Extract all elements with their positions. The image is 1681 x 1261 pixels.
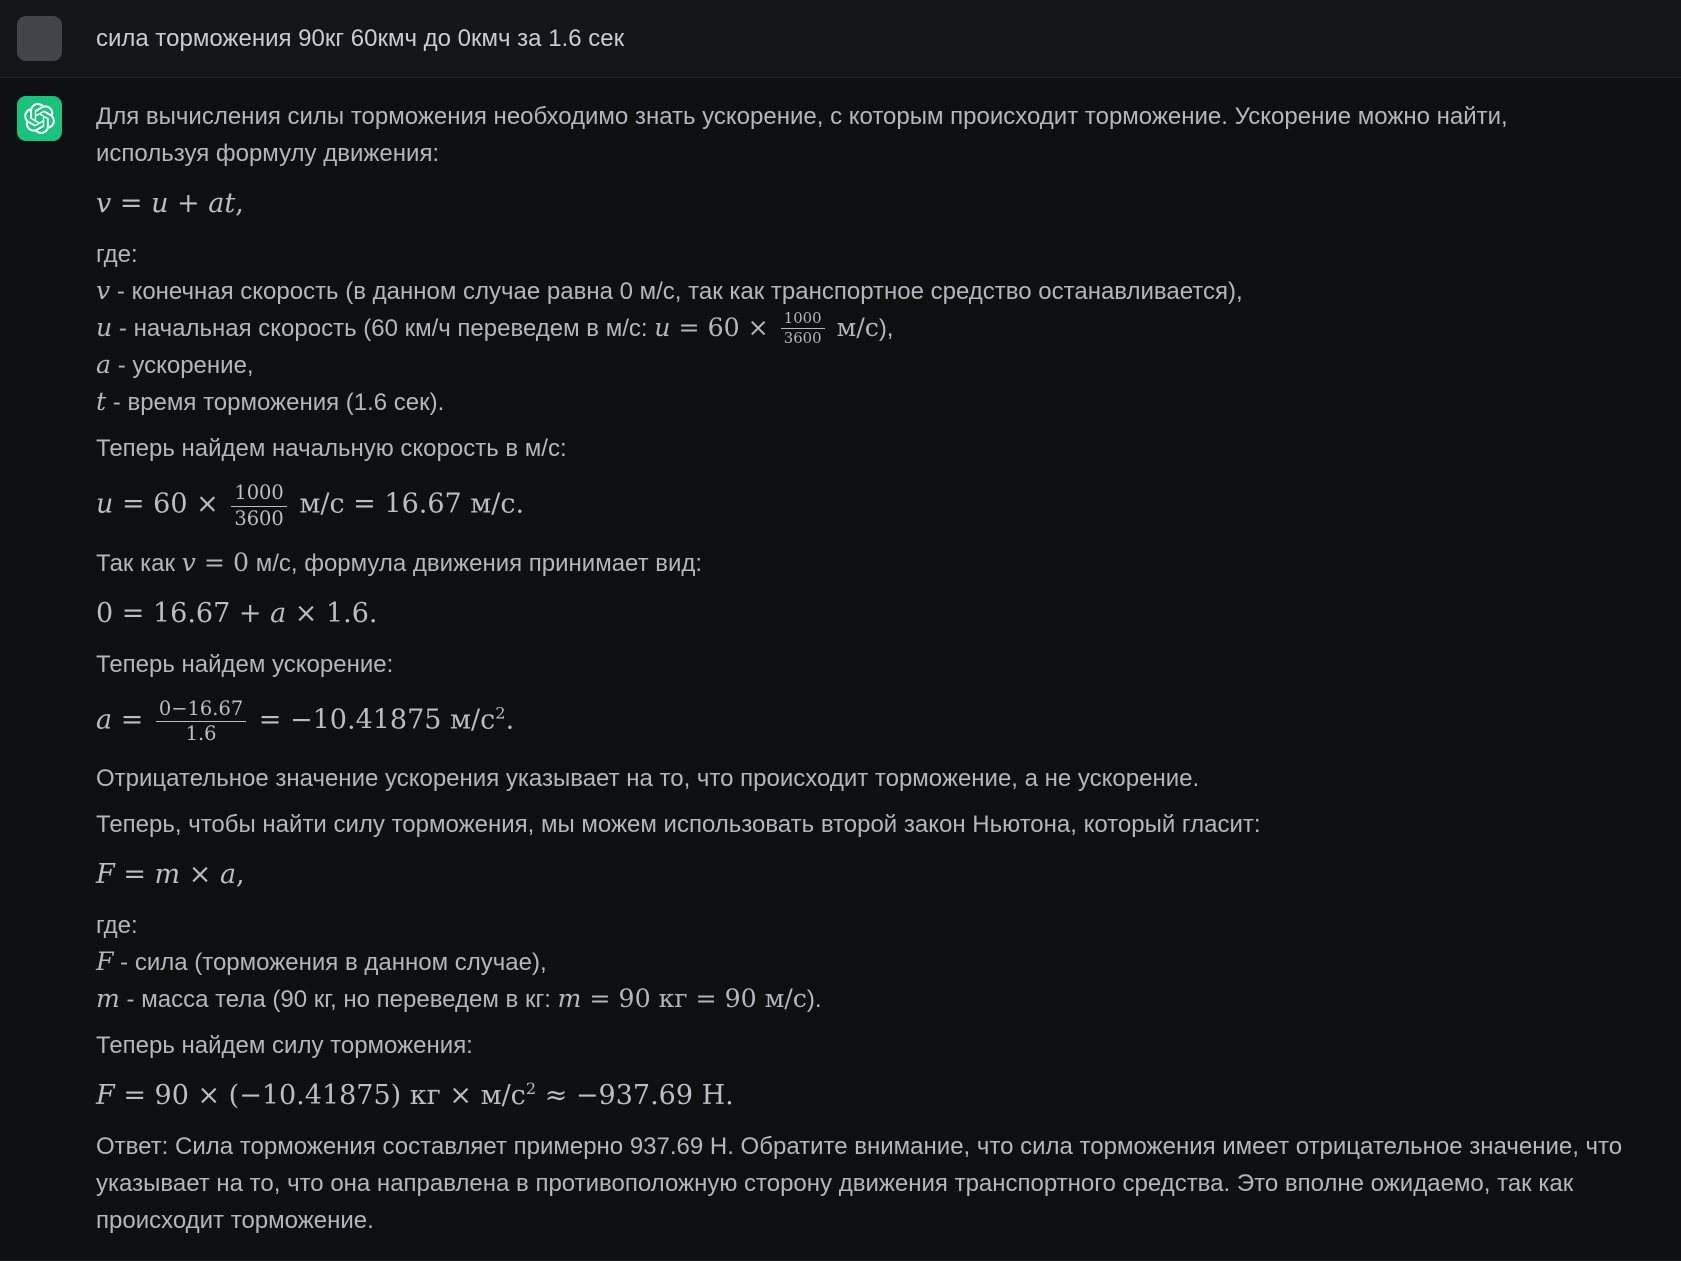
math-segment: . [505,704,515,736]
text-segment: Теперь найдем ускорение: [96,650,394,678]
math-segment: + [168,188,209,219]
math-segment: × [180,859,220,891]
math-variable: F [96,947,114,977]
text-segment: - масса тела (90 кг, но переведем в кг: [119,986,558,1014]
assistant-paragraph [96,98,1625,172]
openai-logo-icon [24,103,55,134]
math-formula [96,858,1625,892]
math-segment: × 1.6. [286,597,378,629]
text-segment: - время торможения (1.6 сек). [106,389,445,417]
math-variable: a [270,597,287,629]
math-segment: 0 = 16.67 + [96,597,271,629]
fraction-denominator: 3600 [234,506,284,530]
assistant-paragraph [96,907,1625,1018]
math-variable: a [96,350,112,380]
assistant-paragraph [96,760,1625,797]
math-variable: m [154,859,181,891]
math-segment: , [236,859,245,891]
math-segment: = −10.41875 м/с [250,704,496,736]
math-formula [96,1079,1625,1113]
math-variable: v [181,547,196,577]
text-segment: ). [806,986,822,1014]
math-variable: F [96,1080,115,1112]
text-segment: Теперь, чтобы найти силу торможения, мы можем использовать второй закон Ньютона, который гласит: [96,811,1261,839]
math-variable: a [219,859,237,891]
math-variable: v [96,188,112,219]
math-segment: , [235,188,244,219]
fraction-numerator: 0−16.67 [156,698,246,722]
text-segment: где: [96,912,138,940]
math-variable: u [654,312,671,342]
text-segment: Теперь найдем силу торможения: [96,1032,473,1060]
math-variable: u [96,312,113,342]
assistant-paragraph [96,1128,1625,1239]
math-superscript: 2 [525,1079,537,1099]
text-segment: - начальная скорость (60 км/ч переведем в м/с: [112,314,655,342]
math-segment: = [114,859,155,891]
math-formula [96,187,1625,221]
assistant-message-row [0,78,1681,1261]
math-segment: = 0 [195,547,250,577]
text-segment: Ответ: Сила торможения составляет примерно 937.69 Н. Обратите внимание, что сила торможения имеет отрицательное значение, что указывает на то, что она направлена в противоположную сторону движения транспортного средства. Это вполне ожидаемо, так как происходит торможение. [96,1132,1623,1234]
math-variable: at [208,188,236,219]
text-segment: - конечная скорость (в данном случае равна 0 м/с, так как транспортное средство останавливается), [110,277,1243,305]
assistant-paragraph [96,806,1625,843]
fraction-denominator: 3600 [783,329,822,348]
math-superscript: 2 [495,703,506,723]
assistant-message-content [96,78,1681,1248]
math-segment: = [112,704,152,736]
math-formula [96,482,1625,530]
text-segment: Теперь найдем начальную скорость в м/с: [96,435,567,463]
user-message-text: сила торможения 90кг 60кмч до 0кмч за 1.6 сек [96,24,625,52]
fraction-numerator: 1000 [781,310,825,329]
text-segment: Отрицательное значение ускорения указывает на то, что происходит торможение, а не ускорение. [96,765,1200,793]
text-segment: - сила (торможения в данном случае), [113,949,547,977]
math-fraction [781,310,825,347]
user-message-row [0,0,1681,78]
assistant-paragraph [96,545,1625,582]
assistant-avatar-gutter [17,78,62,1248]
math-segment: ≈ −937.69 Н. [536,1080,734,1112]
text-segment: ), [878,314,894,342]
text-segment: Для вычисления силы торможения необходимо знать ускорение, с которым происходит торможение. Ускорение можно найти, используя формулу движения: [96,103,1508,167]
math-segment: = 90 × (−10.41875) кг × м/с [114,1080,526,1112]
text-segment: где: [96,240,138,268]
math-segment: = [111,188,152,219]
math-fraction [231,482,286,530]
fraction-denominator: 1.6 [185,722,217,746]
math-variable: F [96,859,115,891]
assistant-paragraph [96,236,1625,422]
math-variable: u [96,488,114,520]
text-segment: Так как [96,549,182,577]
math-formula [96,597,1625,631]
math-variable: m [557,984,582,1014]
user-message-content [96,23,1681,55]
user-avatar [17,16,62,61]
math-variable: m [96,984,120,1014]
text-segment: м/с, формула движения принимает вид: [249,549,703,577]
math-variable: t [96,387,107,417]
math-segment: м/с = 16.67 м/с. [290,488,525,520]
chatgpt-avatar [17,96,62,141]
assistant-paragraph [96,646,1625,683]
user-avatar-gutter [17,16,62,61]
math-variable: u [151,188,169,219]
math-variable: v [96,275,111,305]
math-segment: = 60 × [670,312,777,342]
math-formula [96,698,1625,746]
math-variable: a [96,704,113,736]
text-segment: - ускорение, [111,352,254,380]
assistant-paragraph [96,430,1625,467]
math-segment: м/с [828,312,879,342]
assistant-paragraph [96,1027,1625,1064]
math-segment: = 90 кг = 90 м/с [581,984,807,1014]
math-segment: = 60 × [113,488,228,520]
math-fraction [156,698,246,746]
fraction-numerator: 1000 [231,482,286,506]
